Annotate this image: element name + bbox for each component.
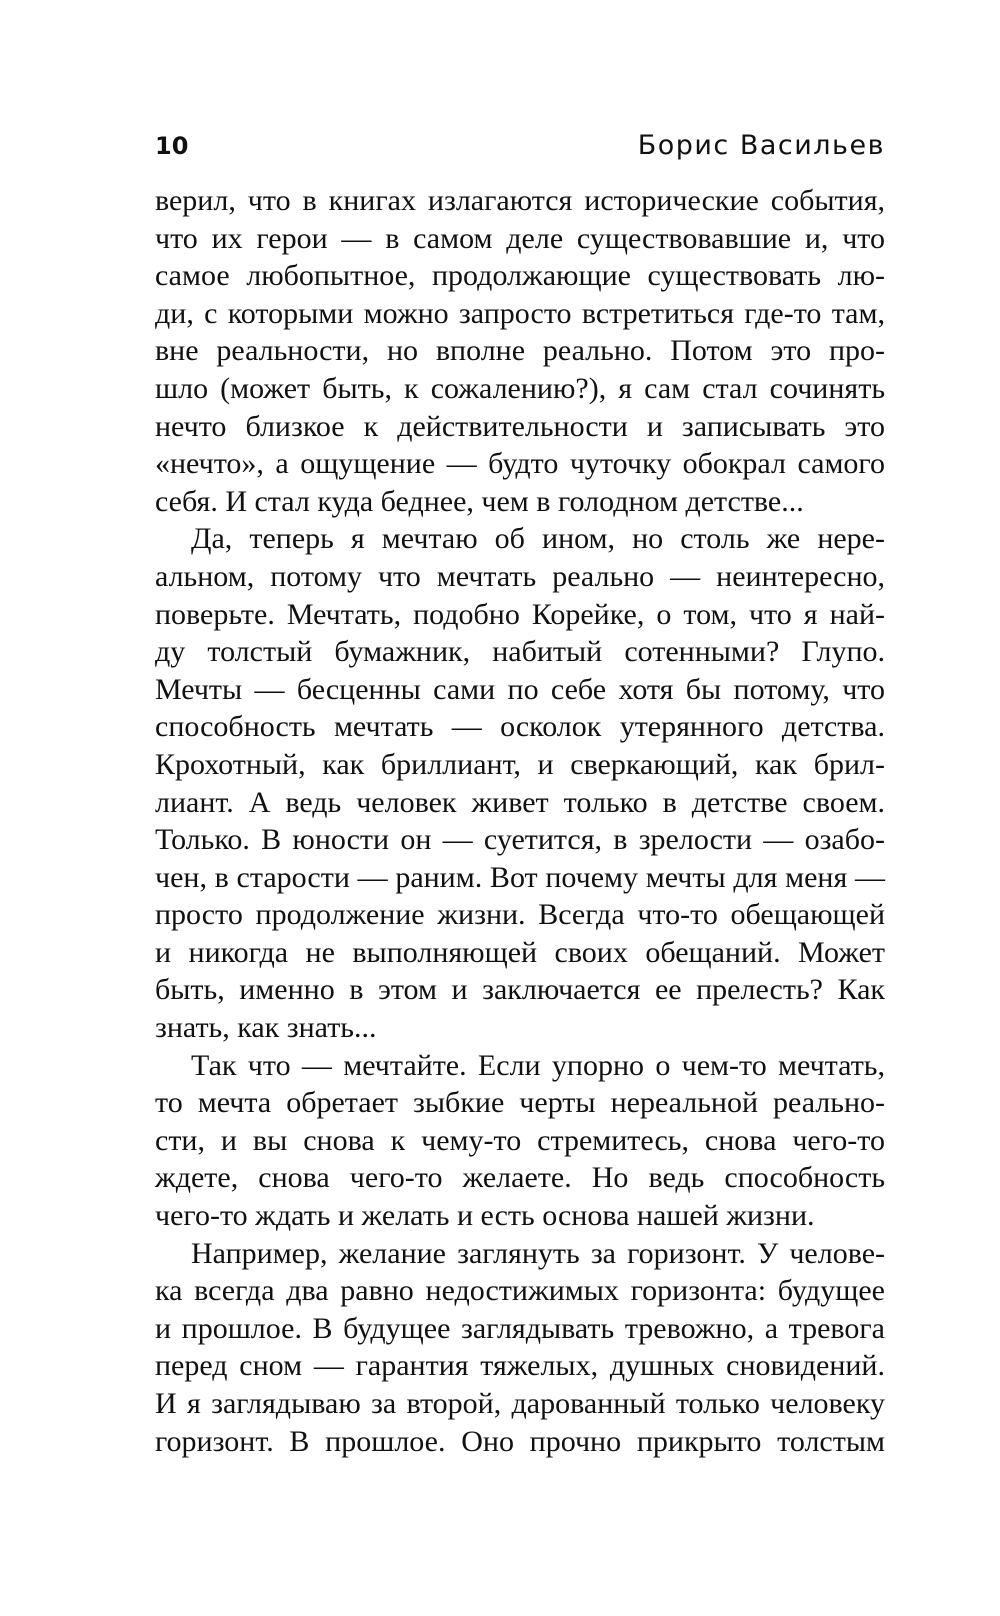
text-line: Только. В юности он — суетится, в зрелости — озабо- — [155, 823, 885, 857]
text-line: ждете, снова чего-то желаете. Но ведь способность — [155, 1161, 885, 1195]
text-line: просто продолжение жизни. Всегда что-то обещающей — [155, 898, 885, 932]
text-line: шло (может быть, к сожалению?), я сам стал сочинять — [155, 371, 885, 405]
text-line: верил, что в книгах излагаются исторические события, — [155, 184, 885, 217]
text-line: Так что — мечтайте. Если упорно о чем-то мечтать, — [191, 1048, 885, 1082]
paragraph-2 — [155, 520, 885, 1046]
running-head-author: Борис Васильев — [637, 130, 885, 161]
text-line: ду толстый бумажник, набитый сотенными? Глупо. — [155, 635, 885, 669]
paragraph-1 — [155, 182, 885, 520]
text-line: самое любопытное, продолжающие существовать лю- — [155, 259, 885, 293]
paragraph-3 — [155, 1047, 885, 1235]
text-line: нечто близкое к действительности и записывать это — [155, 409, 885, 443]
text-line: Мечты — бесценны сами по себе хотя бы потому, что — [155, 672, 885, 706]
body-text — [155, 182, 885, 1460]
text-line: сти, и вы снова к чему-то стремитесь, снова чего-то — [155, 1123, 885, 1157]
text-line: быть, именно в этом и заключается ее прелесть? Как — [155, 973, 885, 1007]
text-line: чего-то ждать и желать и есть основа нашей жизни. — [155, 1199, 815, 1233]
text-line: вне реальности, но вполне реально. Потом это про- — [155, 334, 885, 368]
text-line: горизонт. В прошлое. Оно прочно прикрыто толстым — [155, 1424, 885, 1458]
text-line: себя. И стал куда беднее, чем в голодном детстве... — [155, 484, 804, 518]
text-line: Крохотный, как бриллиант, и сверкающий, как брил- — [155, 747, 885, 781]
text-line: чен, в старости — раним. Вот почему мечты для меня — — [155, 860, 885, 894]
text-line: Например, желание заглянуть за горизонт. У челове- — [191, 1236, 885, 1270]
text-line: И я заглядываю за второй, дарованный только человеку — [155, 1387, 885, 1420]
page-number: 10 — [155, 132, 189, 160]
text-line: лиант. А ведь человек живет только в детстве своем. — [155, 785, 885, 819]
text-line: способность мечтать — осколок утерянного детства. — [155, 710, 885, 744]
text-line: Да, теперь я мечтаю об ином, но столь же нере- — [191, 522, 885, 556]
text-line: знать, как знать... — [155, 1011, 377, 1045]
page-header — [155, 126, 885, 166]
text-line: и прошлое. В будущее заглядывать тревожно, а тревога — [155, 1311, 885, 1345]
text-line: поверьте. Мечтать, подобно Корейке, о том, что я най- — [155, 597, 885, 631]
paragraph-4 — [155, 1235, 885, 1461]
text-line: ди, с которыми можно запросто встретиться где-то там, — [155, 296, 885, 330]
text-line: что их герои — в самом деле существовавшие и, что — [155, 221, 885, 255]
text-line: альном, потому что мечтать реально — неинтересно, — [155, 559, 885, 593]
text-line: и никогда не выполняющей своих обещаний. Может — [155, 935, 885, 969]
text-line: ка всегда два равно недостижимых горизонта: будущее — [155, 1274, 885, 1308]
text-line: перед сном — гарантия тяжелых, душных сновидений. — [155, 1349, 885, 1383]
text-line: то мечта обретает зыбкие черты нереальной реально- — [155, 1086, 885, 1120]
text-line: «нечто», а ощущение — будто чуточку обокрал самого — [155, 447, 885, 481]
